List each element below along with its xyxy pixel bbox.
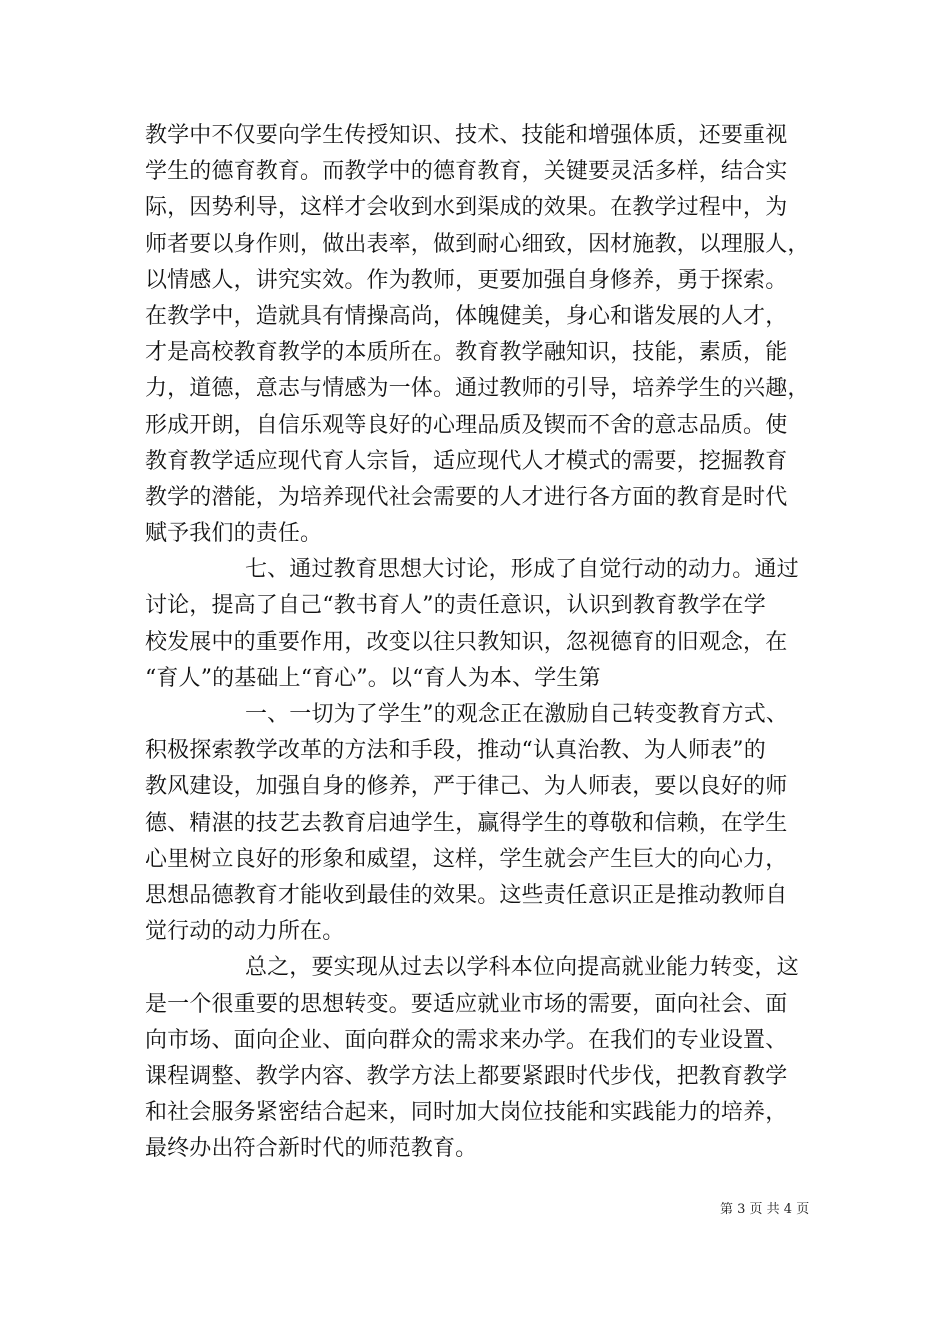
text-line: “育人”的基础上“育心”。以“育人为本、学生第 (145, 665, 601, 691)
text-line: 和社会服务紧密结合起来，同时加大岗位技能和实践能力的培养， (145, 1100, 788, 1126)
text-line: 师者要以身作则，做出表率，做到耐心细致，因材施教，以理服人， (145, 231, 810, 257)
text-line: 思想品德教育才能收到最佳的效果。这些责任意识正是推动教师自 (145, 882, 788, 908)
text-line: 形成开朗，自信乐观等良好的心理品质及锲而不舍的意志品质。使 (145, 412, 788, 438)
text-line: 心里树立良好的形象和威望，这样，学生就会产生巨大的向心力， (145, 846, 788, 872)
text-line: 积极探索教学改革的方法和手段，推动“认真治教、为人师表”的 (145, 738, 766, 764)
text-line: 觉行动的动力所在。 (145, 919, 345, 945)
text-line: 七、通过教育思想大讨论，形成了自觉行动的动力。通过 (245, 557, 799, 583)
text-line: 一、一切为了学生”的观念正在激励自己转变教育方式、 (245, 702, 788, 727)
text-line: 力，道德，意志与情感为一体。通过教师的引导，培养学生的兴趣， (145, 376, 810, 402)
text-line: 课程调整、教学内容、教学方法上都要紧跟时代步伐，把教育教学 (145, 1063, 788, 1089)
page-footer: 第 3 页 共 4 页 (720, 1202, 810, 1217)
body-text (145, 118, 835, 1167)
text-line: 总之，要实现从过去以学科本位向提高就业能力转变，这 (245, 955, 799, 981)
text-line: 才是高校教育教学的本质所在。教育教学融知识，技能，素质，能 (145, 340, 788, 366)
text-line: 际，因势利导，这样才会收到水到渠成的效果。在教学过程中，为 (145, 195, 788, 221)
text-line: 德、精湛的技艺去教育启迪学生，赢得学生的尊敬和信赖，在学生 (145, 810, 788, 836)
text-line: 赋予我们的责任。 (145, 521, 323, 547)
text-line: 讨论，提高了自己“教书育人”的责任意识，认识到教育教学在学 (145, 593, 766, 619)
text-line: 学生的德育教育。而教学中的德育教育，关键要灵活多样，结合实 (145, 159, 788, 185)
text-line: 教学的潜能，为培养现代社会需要的人才进行各方面的教育是时代 (145, 484, 788, 510)
text-line: 是一个很重要的思想转变。要适应就业市场的需要，面向社会、面 (145, 991, 788, 1017)
text-line: 在教学中，造就具有情操高尚，体魄健美，身心和谐发展的人才， (145, 303, 788, 329)
text-line: 教学中不仅要向学生传授知识、技术、技能和增强体质，还要重视 (145, 123, 788, 148)
text-line: 向市场、面向企业、面向群众的需求来办学。在我们的专业设置、 (145, 1027, 788, 1053)
text-line: 以情感人，讲究实效。作为教师，更要加强自身修养，勇于探索。 (145, 267, 788, 293)
text-line: 校发展中的重要作用，改变以往只教知识，忽视德育的旧观念，在 (145, 629, 788, 655)
text-line: 最终办出符合新时代的师范教育。 (145, 1136, 478, 1162)
text-line: 教风建设，加强自身的修养，严于律己、为人师表，要以良好的师 (145, 774, 788, 800)
text-line: 教育教学适应现代育人宗旨，适应现代人才模式的需要，挖掘教育 (145, 448, 788, 474)
